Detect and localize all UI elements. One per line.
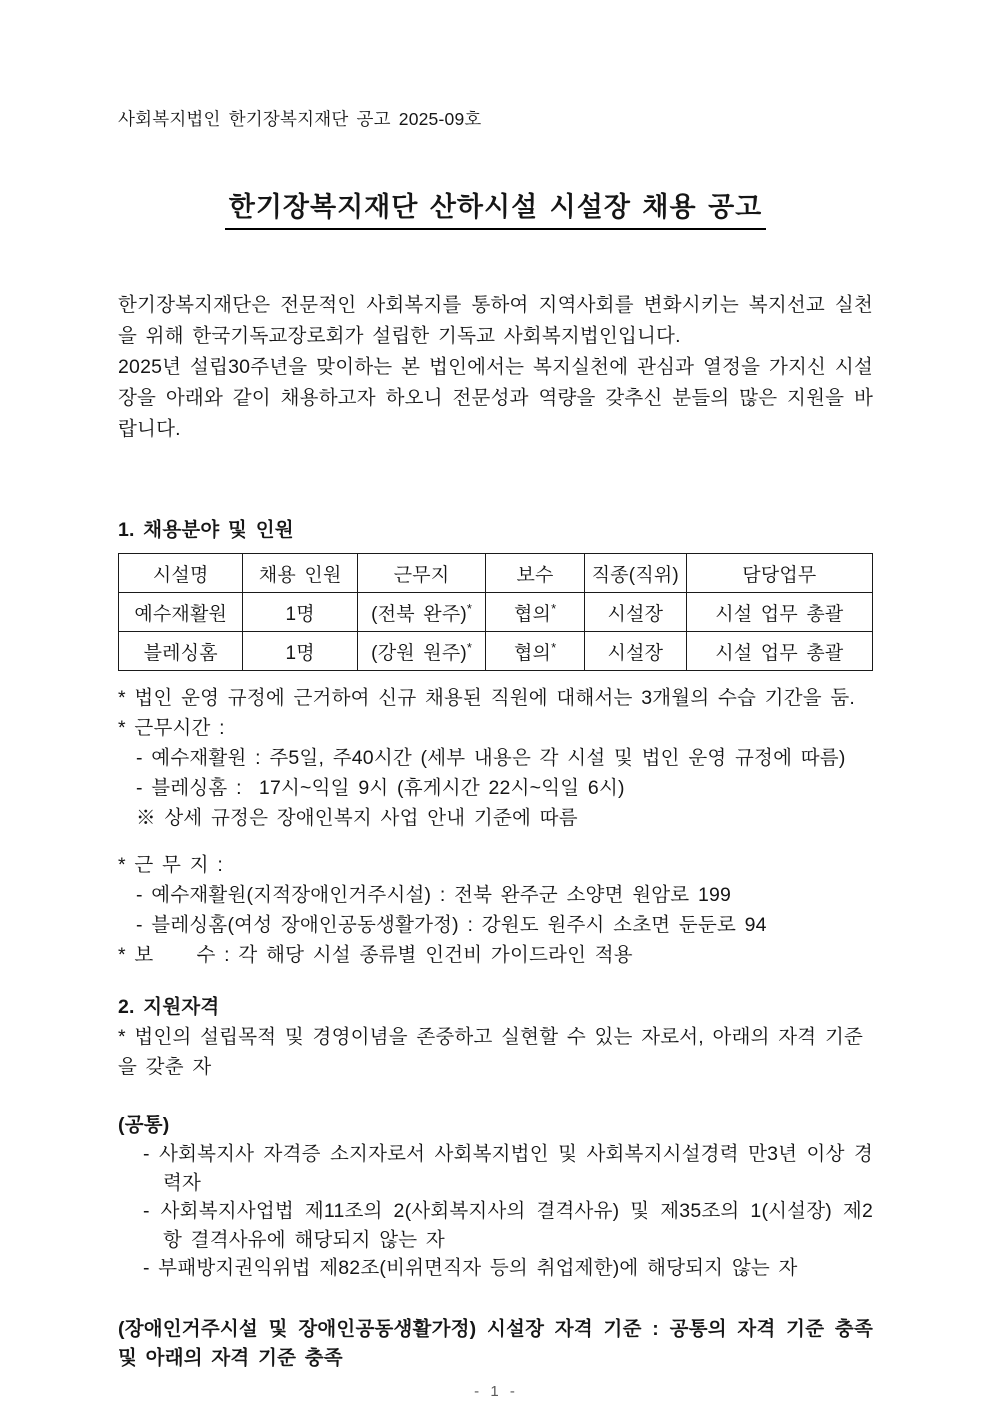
col-header-headcount: 채용 인원 <box>243 554 358 593</box>
common-qualifications-list <box>118 1140 873 1283</box>
col-header-facility: 시설명 <box>119 554 243 593</box>
intro-block <box>118 290 873 445</box>
note-hours-item-1: - 예수재활원 : 주5일, 주40시간 (세부 내용은 각 시설 및 법인 운영 규정에 따름) <box>136 747 846 769</box>
cell-duty: 시설 업무 총괄 <box>686 632 872 671</box>
col-header-duty: 담당업무 <box>686 554 872 593</box>
note-hours-item-2: - 블레싱홈 : 17시~익일 9시 (휴게시간 22시~익일 6시) <box>136 777 625 799</box>
page-number: - 1 - <box>474 1382 517 1400</box>
cell-pay-text: 협의 <box>513 642 552 664</box>
col-header-location: 근무지 <box>358 554 486 593</box>
common-qualification-item: - 부패방지권익위법 제82조(비위면직자 등의 취업제한)에 해당되지 않는 자 <box>143 1257 798 1279</box>
cell-pay <box>486 593 585 632</box>
asterisk-mark: * <box>551 639 557 655</box>
section2-heading: 2. 지원자격 <box>118 996 220 1018</box>
cell-position: 시설장 <box>584 632 686 671</box>
asterisk-mark: * <box>466 639 472 655</box>
cell-facility: 블레싱홈 <box>119 632 243 671</box>
facility-director-criteria: (장애인거주시설 및 장애인공동생활가정) 시설장 자격 기준 : 공통의 자격 기준 충족 및 아래의 자격 기준 충족 <box>118 1317 873 1369</box>
table-row <box>119 632 873 671</box>
common-qualification-item: - 사회복지사업법 제11조의 2(사회복지사의 결격사유) 및 제35조의 1(시설장) 제2항 결격사유에 해당되지 않는 자 <box>143 1200 873 1251</box>
col-header-pay: 보수 <box>486 554 585 593</box>
title-wrap <box>118 190 873 230</box>
page-title: 한기장복지재단 산하시설 시설장 채용 공고 <box>225 190 766 230</box>
note-hours-detail: ※ 상세 규정은 장애인복지 사업 안내 기준에 따름 <box>136 807 578 829</box>
cell-location-text: (전북 완주) <box>371 603 467 625</box>
table-row <box>119 593 873 632</box>
cell-location-text: (강원 원주) <box>371 642 467 664</box>
table-header-row <box>119 554 873 593</box>
common-qualification-item: - 사회복지사 자격증 소지자로서 사회복지법인 및 사회복지시설경력 만3년 이상 경력자 <box>143 1143 873 1194</box>
cell-headcount: 1명 <box>243 632 358 671</box>
common-qualifications-label: (공통) <box>118 1114 170 1136</box>
notice-number: 사회복지법인 한기장복지재단 공고 2025-09호 <box>118 109 482 129</box>
asterisk-mark: * <box>551 600 557 616</box>
recruitment-table <box>118 553 873 671</box>
cell-duty: 시설 업무 총괄 <box>686 593 872 632</box>
note-workplace-item-1: - 예수재활원(지적장애인거주시설) : 전북 완주군 소양면 원암로 199 <box>136 884 732 906</box>
note-hours-label: * 근무시간 : <box>118 717 225 739</box>
note-workplace-item-2: - 블레싱홈(여성 장애인공동생활가정) : 강원도 원주시 소초면 둔둔로 94 <box>136 914 767 936</box>
note-probation: * 법인 운영 규정에 근거하여 신규 채용된 직원에 대해서는 3개월의 수습 기간을 둠. <box>118 687 856 709</box>
cell-facility: 예수재활원 <box>119 593 243 632</box>
intro-paragraph-2: 2025년 설립30주년을 맞이하는 본 법인에서는 복지실천에 관심과 열정을 가지신 시설장을 아래와 같이 채용하고자 하오니 전문성과 역량을 갖추신 분들의 많은 지원을 바랍니다. <box>118 356 873 440</box>
cell-position: 시설장 <box>584 593 686 632</box>
intro-paragraph-1: 한기장복지재단은 전문적인 사회복지를 통하여 지역사회를 변화시키는 복지선교 실천을 위해 한국기독교장로회가 설립한 기독교 사회복지법인입니다. <box>118 294 873 347</box>
asterisk-mark: * <box>466 600 472 616</box>
cell-pay-text: 협의 <box>513 603 552 625</box>
cell-location <box>358 632 486 671</box>
cell-location <box>358 593 486 632</box>
section2-intro: * 법인의 설립목적 및 경영이념을 존중하고 실현할 수 있는 자로서, 아래의 자격 기준을 갖춘 자 <box>118 1026 864 1078</box>
cell-headcount: 1명 <box>243 593 358 632</box>
note-workplace-label: * 근 무 지 : <box>118 854 223 876</box>
section1-notes <box>118 683 873 970</box>
note-pay: * 보 수 : 각 해당 시설 종류별 인건비 가이드라인 적용 <box>118 944 633 966</box>
col-header-position: 직종(직위) <box>584 554 686 593</box>
cell-pay <box>486 632 585 671</box>
section1-heading: 1. 채용분야 및 인원 <box>118 519 294 541</box>
